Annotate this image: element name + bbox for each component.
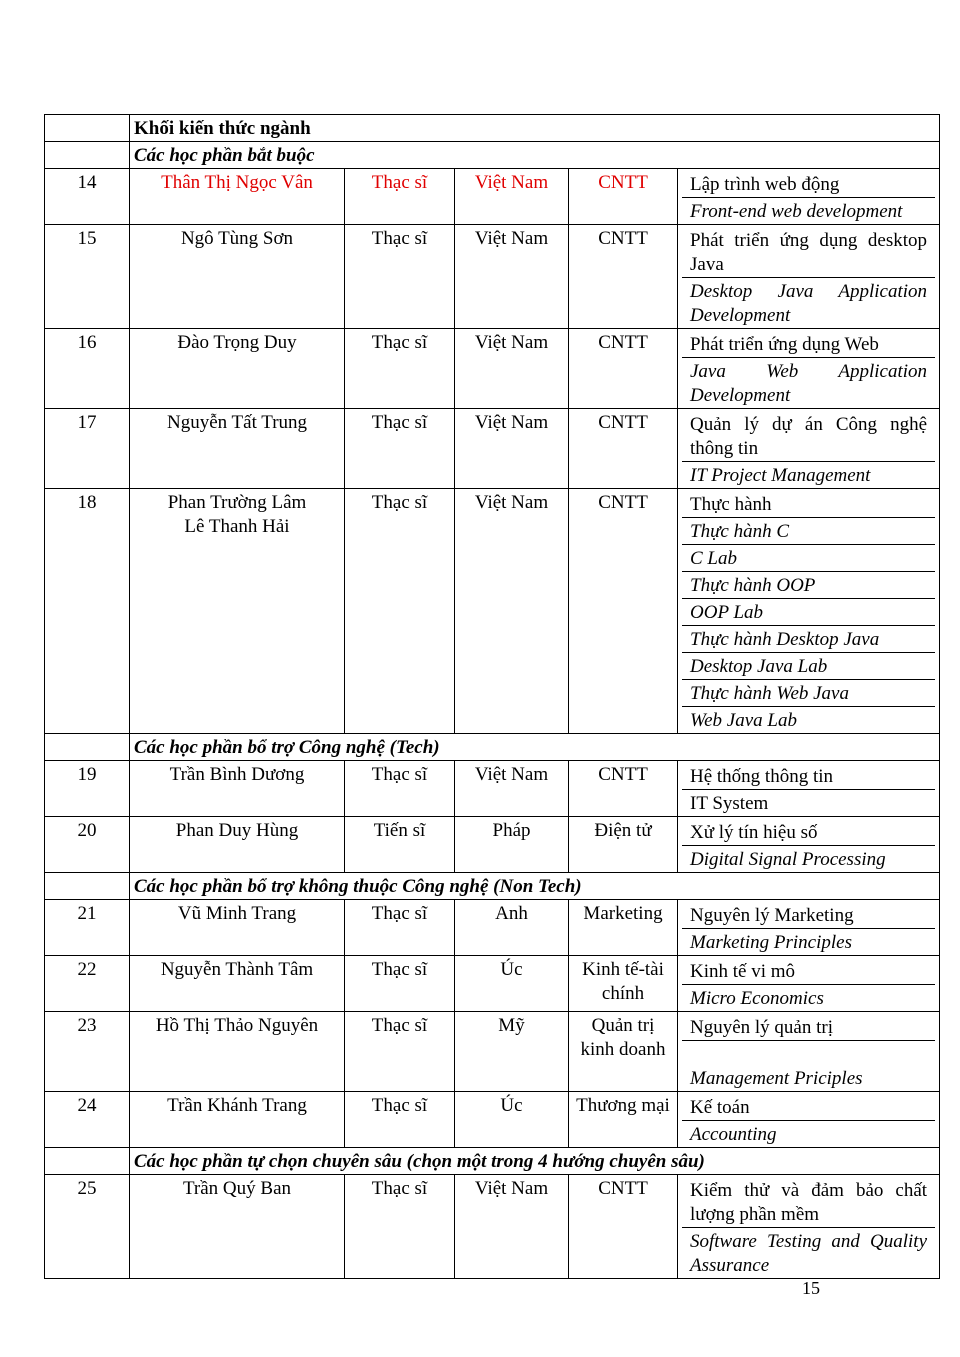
course-vn: Xử lý tín hiệu số — [682, 819, 935, 846]
course-en: Software Testing and Quality Assurance — [690, 1231, 928, 1276]
table-row — [45, 1012, 940, 1092]
group-title-row — [45, 734, 940, 761]
section-row — [45, 115, 940, 142]
major: Thương mại — [569, 1092, 678, 1148]
course-vn: Quản lý dự án Công nghệ thông tin — [682, 411, 935, 462]
lecturer-name: Đào Trọng Duy — [130, 329, 345, 409]
major: Quản trị kinh doanh — [569, 1012, 678, 1092]
row-number: 20 — [45, 817, 130, 873]
country: Anh — [455, 900, 569, 956]
course-item: Thực hành C — [682, 518, 935, 545]
row-number: 22 — [45, 956, 130, 1012]
major: Marketing — [569, 900, 678, 956]
country: Việt Nam — [455, 329, 569, 409]
degree: Thạc sĩ — [345, 225, 455, 329]
table-row — [45, 1175, 940, 1279]
major: CNTT — [569, 329, 678, 409]
lecturer-name: Phan Duy Hùng — [130, 817, 345, 873]
course-cell — [678, 817, 940, 873]
course-cell — [678, 329, 940, 409]
degree: Thạc sĩ — [345, 489, 455, 734]
course-cell — [678, 1175, 940, 1279]
course-cell — [678, 225, 940, 329]
lecturer-names — [130, 489, 345, 734]
lecturer-name: Vũ Minh Trang — [130, 900, 345, 956]
degree: Thạc sĩ — [345, 329, 455, 409]
course-item: Thực hành OOP — [682, 572, 935, 599]
row-number: 24 — [45, 1092, 130, 1148]
course-cell — [678, 409, 940, 489]
country: Việt Nam — [455, 761, 569, 817]
course-en: Java Web Application Development — [690, 361, 928, 406]
course-item: Thực hành Desktop Java — [682, 626, 935, 653]
degree: Thạc sĩ — [345, 409, 455, 489]
lecturer-name: Trần Khánh Trang — [130, 1092, 345, 1148]
course-vn: Thực hành — [682, 491, 935, 518]
table-row — [45, 489, 940, 734]
lecturer-name: Ngô Tùng Sơn — [130, 225, 345, 329]
table-row — [45, 900, 940, 956]
group-title-elective: Các học phần tự chọn chuyên sâu (chọn một trong 4 hướng chuyên sâu) — [130, 1148, 940, 1175]
lecturer-name-2: Lê Thanh Hải — [184, 516, 290, 537]
course-en: Marketing Principles — [690, 932, 852, 953]
course-item: Desktop Java Lab — [682, 653, 935, 680]
lecturer-name: Nguyễn Thành Tâm — [130, 956, 345, 1012]
course-item: OOP Lab — [682, 599, 935, 626]
major: Kinh tế-tài chính — [569, 956, 678, 1012]
course-cell — [678, 761, 940, 817]
major: CNTT — [569, 169, 678, 225]
course-cell — [678, 489, 940, 734]
country: Việt Nam — [455, 169, 569, 225]
row-number: 23 — [45, 1012, 130, 1092]
section-title: Khối kiến thức ngành — [130, 115, 940, 142]
degree: Thạc sĩ — [345, 1012, 455, 1092]
lecturer-name: Nguyễn Tất Trung — [130, 409, 345, 489]
course-vn: Kinh tế vi mô — [682, 958, 935, 985]
table-row — [45, 1092, 940, 1148]
major: CNTT — [569, 1175, 678, 1279]
row-number: 14 — [45, 169, 130, 225]
lecturer-name: Trần Quý Ban — [130, 1175, 345, 1279]
row-number: 25 — [45, 1175, 130, 1279]
course-en: IT Project Management — [690, 465, 871, 486]
course-en: Digital Signal Processing — [690, 849, 886, 870]
country: Việt Nam — [455, 1175, 569, 1279]
table-row — [45, 225, 940, 329]
page-number: 15 — [802, 1278, 820, 1298]
country: Mỹ — [455, 1012, 569, 1092]
group-title-nontech: Các học phần bổ trợ không thuộc Công nghệ (Non Tech) — [130, 873, 940, 900]
row-number: 15 — [45, 225, 130, 329]
course-cell — [678, 900, 940, 956]
table-row — [45, 409, 940, 489]
group-title-required: Các học phần bắt buộc — [130, 142, 940, 169]
group-title-row — [45, 873, 940, 900]
lecturer-name: Hồ Thị Thảo Nguyên — [130, 1012, 345, 1092]
lecturer-name: Trần Bình Dương — [130, 761, 345, 817]
table-row — [45, 817, 940, 873]
degree: Thạc sĩ — [345, 900, 455, 956]
major: CNTT — [569, 225, 678, 329]
degree: Tiến sĩ — [345, 817, 455, 873]
course-en: Micro Economics — [690, 988, 824, 1009]
course-vn: Phát triển ứng dụng desktop Java — [682, 227, 935, 278]
row-number: 19 — [45, 761, 130, 817]
major: CNTT — [569, 409, 678, 489]
course-cell — [678, 956, 940, 1012]
course-vn: Nguyên lý quản trị — [682, 1014, 935, 1041]
table-row — [45, 329, 940, 409]
course-en: Front-end web development — [690, 201, 903, 222]
lecturer-table — [44, 114, 940, 1279]
course-vn: Lập trình web động — [682, 171, 935, 198]
country: Việt Nam — [455, 489, 569, 734]
course-cell — [678, 169, 940, 225]
country: Pháp — [455, 817, 569, 873]
course-en: Desktop Java Application Development — [690, 281, 928, 326]
row-number: 21 — [45, 900, 130, 956]
course-vn: Hệ thống thông tin — [682, 763, 935, 790]
lecturer-name: Phan Trường Lâm — [167, 492, 307, 513]
lecturer-name: Thân Thị Ngọc Vân — [130, 169, 345, 225]
row-number: 17 — [45, 409, 130, 489]
degree: Thạc sĩ — [345, 956, 455, 1012]
country: Việt Nam — [455, 409, 569, 489]
row-number: 16 — [45, 329, 130, 409]
country: Úc — [455, 956, 569, 1012]
table-row — [45, 761, 940, 817]
major: CNTT — [569, 761, 678, 817]
course-en: Management Priciples — [690, 1068, 863, 1089]
course-cell — [678, 1012, 940, 1092]
group-title-row — [45, 1148, 940, 1175]
group-title-row — [45, 142, 940, 169]
degree: Thạc sĩ — [345, 169, 455, 225]
course-en: Accounting — [690, 1124, 777, 1145]
course-item: Thực hành Web Java — [682, 680, 935, 707]
country: Việt Nam — [455, 225, 569, 329]
major: CNTT — [569, 489, 678, 734]
course-en: IT System — [690, 793, 769, 814]
country: Úc — [455, 1092, 569, 1148]
degree: Thạc sĩ — [345, 1175, 455, 1279]
course-vn: Nguyên lý Marketing — [682, 902, 935, 929]
course-cell — [678, 1092, 940, 1148]
row-number: 18 — [45, 489, 130, 734]
course-vn: Kiểm thử và đảm bảo chất lượng phần mềm — [682, 1177, 935, 1228]
course-item: C Lab — [682, 545, 935, 572]
degree: Thạc sĩ — [345, 1092, 455, 1148]
course-item: Web Java Lab — [690, 710, 797, 731]
table-row — [45, 169, 940, 225]
group-title-tech: Các học phần bổ trợ Công nghệ (Tech) — [130, 734, 940, 761]
course-vn: Phát triển ứng dụng Web — [682, 331, 935, 358]
degree: Thạc sĩ — [345, 761, 455, 817]
major: Điện tử — [569, 817, 678, 873]
course-vn: Kế toán — [682, 1094, 935, 1121]
table-row — [45, 956, 940, 1012]
